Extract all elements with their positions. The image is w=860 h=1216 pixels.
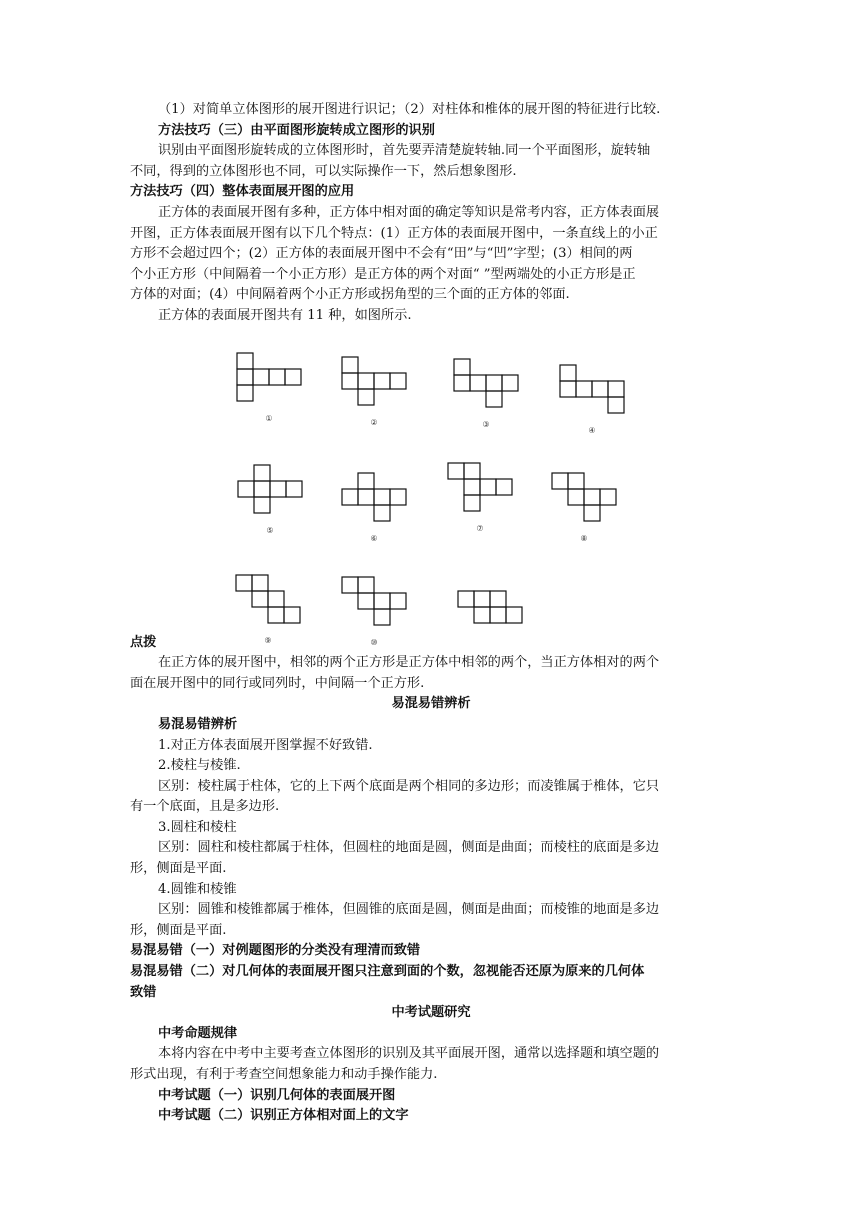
net-square xyxy=(374,489,390,505)
net-square xyxy=(236,575,252,591)
net-label: ⑧ xyxy=(580,533,588,543)
net-square xyxy=(285,369,301,385)
text-line: 方体的对面；(4）中间隔着两个小正方形或拐角型的三个面的正方体的邻面. xyxy=(130,287,570,303)
net-label: ⑤ xyxy=(266,525,274,535)
net-square xyxy=(253,369,269,385)
net-square xyxy=(490,591,506,607)
net-square xyxy=(342,357,358,373)
net-square xyxy=(474,607,490,623)
net-square xyxy=(342,577,358,593)
text-line: 形式出现，有利于考查空间想象能力和动手操作能力. xyxy=(130,1067,438,1082)
net-label: ① xyxy=(265,413,273,423)
net-square xyxy=(568,489,584,505)
net-square xyxy=(502,375,518,391)
net-square xyxy=(358,473,374,489)
net-square xyxy=(608,397,624,413)
net-square xyxy=(474,591,490,607)
text-line: 识别由平面图形旋转成的立体图形时，首先要弄清楚旋转轴.同一个平面图形，旋转轴 xyxy=(158,143,651,159)
text-line: 致错 xyxy=(130,984,157,1000)
cube-net xyxy=(237,353,301,423)
net-square xyxy=(552,473,568,489)
net-square xyxy=(284,607,300,623)
net-square xyxy=(358,489,374,505)
net-square xyxy=(269,369,285,385)
text-line: 在正方体的展开图中，相邻的两个正方形是正方体中相邻的两个，当正方体相对的两个 xyxy=(158,655,660,671)
text-line: 3.圆柱和棱柱 xyxy=(158,819,237,835)
text-line: 方形不会超过四个；(2）正方体的表面展开图中不会有“田”与“凹”字型；(3）相间的两 xyxy=(130,246,633,262)
net-label: ⑩ xyxy=(370,637,378,647)
net-square xyxy=(560,365,576,381)
net-square xyxy=(464,463,480,479)
text-line: 形，侧面是平面. xyxy=(130,922,227,938)
text-line: 中考试题研究 xyxy=(391,1005,471,1021)
text-line: 区别：圆锥和棱锥都属于椎体，但圆锥的底面是圆，侧面是曲面；而棱锥的地面是多边 xyxy=(158,902,660,918)
net-square xyxy=(496,479,512,495)
text-line: 易混易错辨析 xyxy=(158,716,238,732)
text-line: 易混易错辨析 xyxy=(391,696,471,712)
net-square xyxy=(358,593,374,609)
net-square xyxy=(238,481,254,497)
text-line: 有一个底面，且是多边形. xyxy=(130,799,280,815)
net-square xyxy=(390,593,406,609)
net-square xyxy=(506,607,522,623)
net-square xyxy=(254,497,270,513)
net-square xyxy=(490,607,506,623)
net-square xyxy=(342,373,358,389)
net-square xyxy=(358,373,374,389)
net-square xyxy=(568,473,584,489)
net-label: ⑦ xyxy=(476,523,484,533)
net-square xyxy=(252,591,268,607)
text-line: 本将内容在中考中主要考查立体图形的识别及其平面展开图，通常以选择题和填空题的 xyxy=(158,1046,660,1062)
text-block-analysis xyxy=(130,633,732,1127)
net-square xyxy=(454,375,470,391)
net-square xyxy=(374,373,390,389)
net-square xyxy=(458,591,474,607)
cube-net xyxy=(552,473,616,543)
net-label: ② xyxy=(370,417,378,427)
text-line: 正方体的表面展开图共有 11 种，如图所示. xyxy=(158,307,412,323)
net-square xyxy=(592,381,608,397)
net-square xyxy=(358,577,374,593)
text-line: 易混易错（二）对几何体的表面展开图只注意到面的个数，忽视能否还原为原来的几何体 xyxy=(130,964,645,980)
text-line: 方法技巧（三）由平面图形旋转成立图形的识别 xyxy=(158,122,435,138)
net-square xyxy=(486,375,502,391)
net-label: ③ xyxy=(482,419,490,429)
text-line: 个小正方形（中间隔着一个小正方形）是正方体的两个对面“ ”型两端处的小正方形是正 xyxy=(130,266,636,282)
net-label: ⑨ xyxy=(264,635,272,645)
text-line: 4.圆锥和棱锥 xyxy=(158,881,237,897)
net-square xyxy=(584,489,600,505)
cube-net xyxy=(342,357,406,427)
net-square xyxy=(358,389,374,405)
text-line: 点拨 xyxy=(130,634,157,650)
text-line: 方法技巧（四）整体表面展开图的应用 xyxy=(130,184,355,200)
net-square xyxy=(454,359,470,375)
net-label: ⑥ xyxy=(370,533,378,543)
net-square xyxy=(486,391,502,407)
net-square xyxy=(268,591,284,607)
text-line: 开图，正方体表面展开图有以下几个特点：(1）正方体的表面展开图中，一条直线上的小正 xyxy=(130,225,658,241)
text-line: 中考试题（一）识别几何体的表面展开图 xyxy=(158,1087,396,1103)
net-label: ④ xyxy=(588,425,596,435)
net-square xyxy=(374,593,390,609)
net-square xyxy=(237,369,253,385)
document-page xyxy=(130,100,732,1127)
net-square xyxy=(252,575,268,591)
net-square xyxy=(342,489,358,505)
net-square xyxy=(600,489,616,505)
net-square xyxy=(237,385,253,401)
net-square xyxy=(576,381,592,397)
net-square xyxy=(390,489,406,505)
net-square xyxy=(254,465,270,481)
cube-net xyxy=(560,365,624,435)
cube-net xyxy=(454,359,518,429)
text-line: 中考试题（二）识别正方体相对面上的文字 xyxy=(158,1108,409,1124)
net-square xyxy=(374,609,390,625)
text-line: 面在展开图中的同行或同列时，中间隔一个正方形. xyxy=(130,675,425,691)
net-square xyxy=(480,479,496,495)
text-line: 1.对正方体表面展开图掌握不好致错. xyxy=(158,737,373,753)
net-square xyxy=(254,481,270,497)
net-square xyxy=(237,353,253,369)
text-block-methods xyxy=(130,100,732,327)
text-line: （1）对简单立体图形的展开图进行识记；（2）对柱体和椎体的展开图的特征进行比较. xyxy=(158,102,661,117)
net-square xyxy=(464,479,480,495)
net-square xyxy=(286,481,302,497)
net-square xyxy=(608,381,624,397)
net-square xyxy=(470,375,486,391)
net-square xyxy=(584,505,600,521)
cube-net xyxy=(448,463,512,533)
net-square xyxy=(374,505,390,521)
net-square xyxy=(268,607,284,623)
text-line: 区别：棱柱属于柱体，它的上下两个底面是两个相同的多边形；而凌锥属于椎体，它只 xyxy=(158,778,660,794)
net-square xyxy=(448,463,464,479)
net-square xyxy=(270,481,286,497)
text-line: 中考命题规律 xyxy=(158,1025,238,1041)
text-line: 形，侧面是平面. xyxy=(130,861,227,877)
text-line: 区别：圆柱和棱柱都属于柱体，但圆柱的地面是圆，侧面是曲面；而棱柱的底面是多边 xyxy=(158,840,660,856)
text-line: 2.棱柱与棱锥. xyxy=(158,758,241,774)
text-line: 不同，得到的立体图形也不同，可以实际操作一下，然后想象图形. xyxy=(130,163,517,179)
cube-net xyxy=(458,591,522,623)
text-line: 易混易错（一）对例题图形的分类没有理清而致错 xyxy=(130,943,421,959)
net-square xyxy=(390,373,406,389)
net-square xyxy=(464,495,480,511)
net-square xyxy=(560,381,576,397)
cube-net xyxy=(238,465,302,535)
cube-net xyxy=(342,473,406,543)
text-line: 正方体的表面展开图有多种，正方体中相对面的确定等知识是常考内容，正方体表面展 xyxy=(158,204,660,220)
